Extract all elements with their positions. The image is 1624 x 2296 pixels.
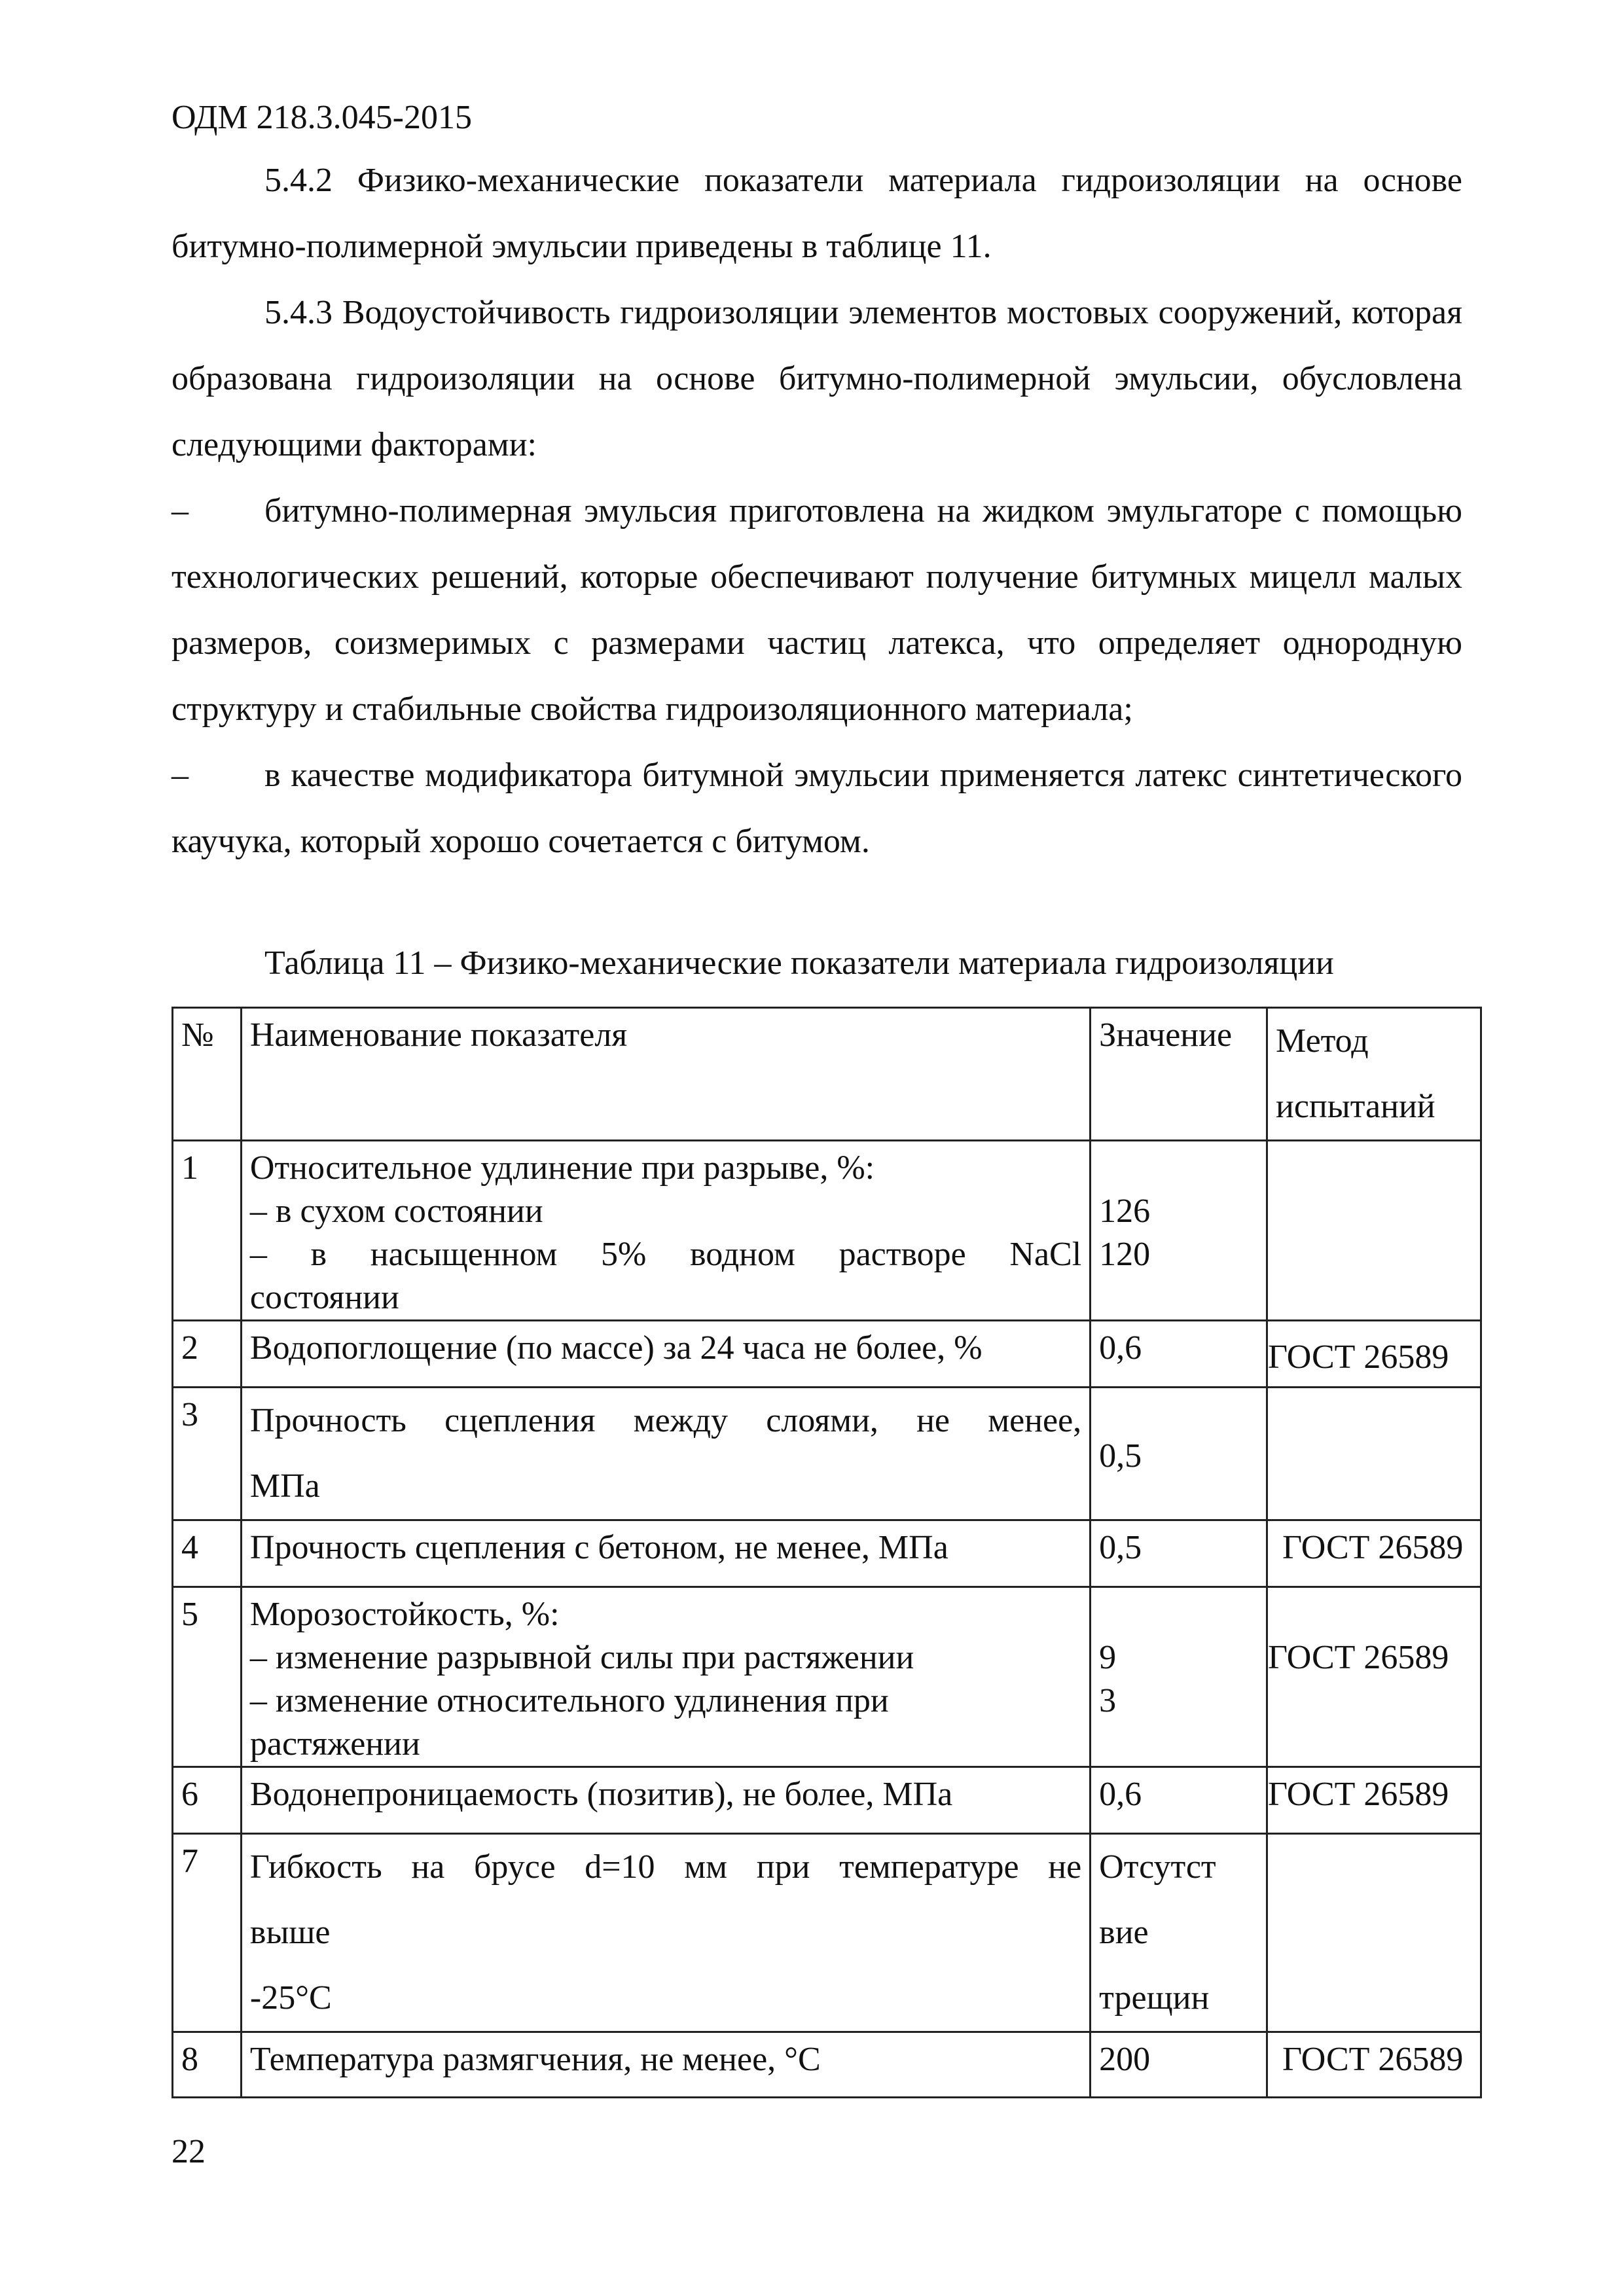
row-number: 5: [173, 1587, 242, 1767]
list-item-text: битумно-полимерная эмульсия приготовлена на жидком эмульгаторе с помощью технологических решений, которые обеспечивают получение битумных мицелл малых размеров, соизмеримых с размерами частиц латекса, что определяет однородную структуру и стабильные свойства гидроизоляционного материала;: [171, 492, 1462, 728]
row-method: ГОСТ 26589: [1267, 1520, 1481, 1587]
row-name: [241, 1587, 1090, 1767]
row-method: [1267, 1834, 1481, 2032]
row-name-line: Относительное удлинение при разрыве, %:: [249, 1149, 875, 1187]
row-value-line: вие: [1099, 1914, 1149, 1951]
row-name-line: – изменение разрывной силы при растяжении: [249, 1639, 914, 1676]
row-name-line: -25°С: [249, 1979, 332, 2017]
table-row: [173, 1141, 1481, 1321]
document-code-header: ОДМ 218.3.045-2015: [171, 99, 472, 136]
row-name-line: МПа: [249, 1467, 320, 1505]
row-value-line: 126: [1099, 1193, 1151, 1230]
properties-table: [171, 1007, 1482, 2098]
header-method-line-2: испытаний: [1276, 1088, 1435, 1125]
row-name-line: – изменение относительного удлинения при: [249, 1682, 889, 1719]
row-name: Температура размягчения, не менее, °С: [241, 2032, 1090, 2098]
row-value-line: 120: [1099, 1236, 1151, 1273]
row-value-line: [1099, 1593, 1258, 1636]
row-value: [1091, 1141, 1267, 1321]
row-name: [241, 1834, 1090, 2032]
row-number: 6: [173, 1767, 242, 1834]
row-name-line: выше: [249, 1914, 331, 1951]
row-value-line: [1099, 1147, 1258, 1190]
list-dash: –: [171, 757, 189, 794]
table-row: [173, 1834, 1481, 2032]
row-value-line: 9: [1099, 1639, 1117, 1676]
row-name-line: – в сухом состоянии: [249, 1193, 543, 1230]
row-value: 0,6: [1091, 1321, 1267, 1388]
row-name-line: Гибкость на брусе d=10 мм при температуре не: [249, 1848, 1082, 1886]
row-number: 8: [173, 2032, 242, 2098]
row-value: [1091, 1587, 1267, 1767]
list-item-text: в качестве модификатора битумной эмульсии применяется латекс синтетического каучука, который хорошо сочетается с битумом.: [171, 757, 1462, 860]
row-method: ГОСТ 26589: [1267, 1321, 1481, 1388]
row-name: Водопоглощение (по массе) за 24 часа не более, %: [241, 1321, 1090, 1388]
row-number: 4: [173, 1520, 242, 1587]
row-number: 7: [173, 1834, 242, 2032]
table-row: [173, 2032, 1481, 2098]
table-row: [173, 1388, 1481, 1520]
row-value: 0,5: [1091, 1388, 1267, 1520]
paragraph-5-4-3: 5.4.3 Водоустойчивость гидроизоляции элементов мостовых сооружений, которая образована гидроизоляции на основе битумно-полимерной эмульсии, обусловлена следующими факторами:: [171, 294, 1462, 463]
row-number: 3: [173, 1388, 242, 1520]
row-method: [1267, 1388, 1481, 1520]
row-name-line: состоянии: [249, 1279, 399, 1316]
header-name: Наименование показателя: [241, 1008, 1090, 1141]
row-method: ГОСТ 26589: [1267, 2032, 1481, 2098]
table-row: [173, 1321, 1481, 1388]
row-name-line: растяжении: [249, 1725, 420, 1763]
row-value: 200: [1091, 2032, 1267, 2098]
row-name: [241, 1141, 1090, 1321]
list-item: [171, 742, 1462, 874]
row-value-line: Отсутст: [1099, 1848, 1216, 1886]
row-name-line: – в насыщенном 5% водном растворе NaCl: [249, 1236, 1082, 1273]
row-number: 1: [173, 1141, 242, 1321]
row-name: Водонепроницаемость (позитив), не более, МПа: [241, 1767, 1090, 1834]
list-dash: –: [171, 492, 189, 529]
row-name-line: Морозостойкость, %:: [249, 1596, 560, 1633]
header-method-line-1: Метод: [1276, 1022, 1369, 1060]
row-method: [1267, 1141, 1481, 1321]
row-method: ГОСТ 26589: [1267, 1767, 1481, 1834]
row-value-line: трещин: [1099, 1979, 1210, 2017]
row-number: 2: [173, 1321, 242, 1388]
row-value: [1091, 1834, 1267, 2032]
row-value: 0,6: [1091, 1767, 1267, 1834]
table-caption: Таблица 11 – Физико-механические показатели материала гидроизоляции: [264, 944, 1334, 982]
list-item: [171, 478, 1462, 742]
header-num: №: [173, 1008, 242, 1141]
row-name: [241, 1388, 1090, 1520]
header-value: Значение: [1091, 1008, 1267, 1141]
table-header-row: [173, 1008, 1481, 1141]
row-value: 0,5: [1091, 1520, 1267, 1587]
table-row: [173, 1520, 1481, 1587]
row-method: ГОСТ 26589: [1267, 1587, 1481, 1767]
table-row: [173, 1767, 1481, 1834]
page-number: 22: [171, 2133, 206, 2170]
row-name-line: Прочность сцепления между слоями, не менее,: [249, 1402, 1082, 1439]
table-row: [173, 1587, 1481, 1767]
paragraph-5-4-2: 5.4.2 Физико-механические показатели материала гидроизоляции на основе битумно-полимерной эмульсии приведены в таблице 11.: [171, 162, 1462, 265]
body-text: [171, 147, 1462, 874]
row-value-line: 3: [1099, 1682, 1117, 1719]
row-name: Прочность сцепления с бетоном, не менее, МПа: [241, 1520, 1090, 1587]
header-method: [1267, 1008, 1481, 1141]
